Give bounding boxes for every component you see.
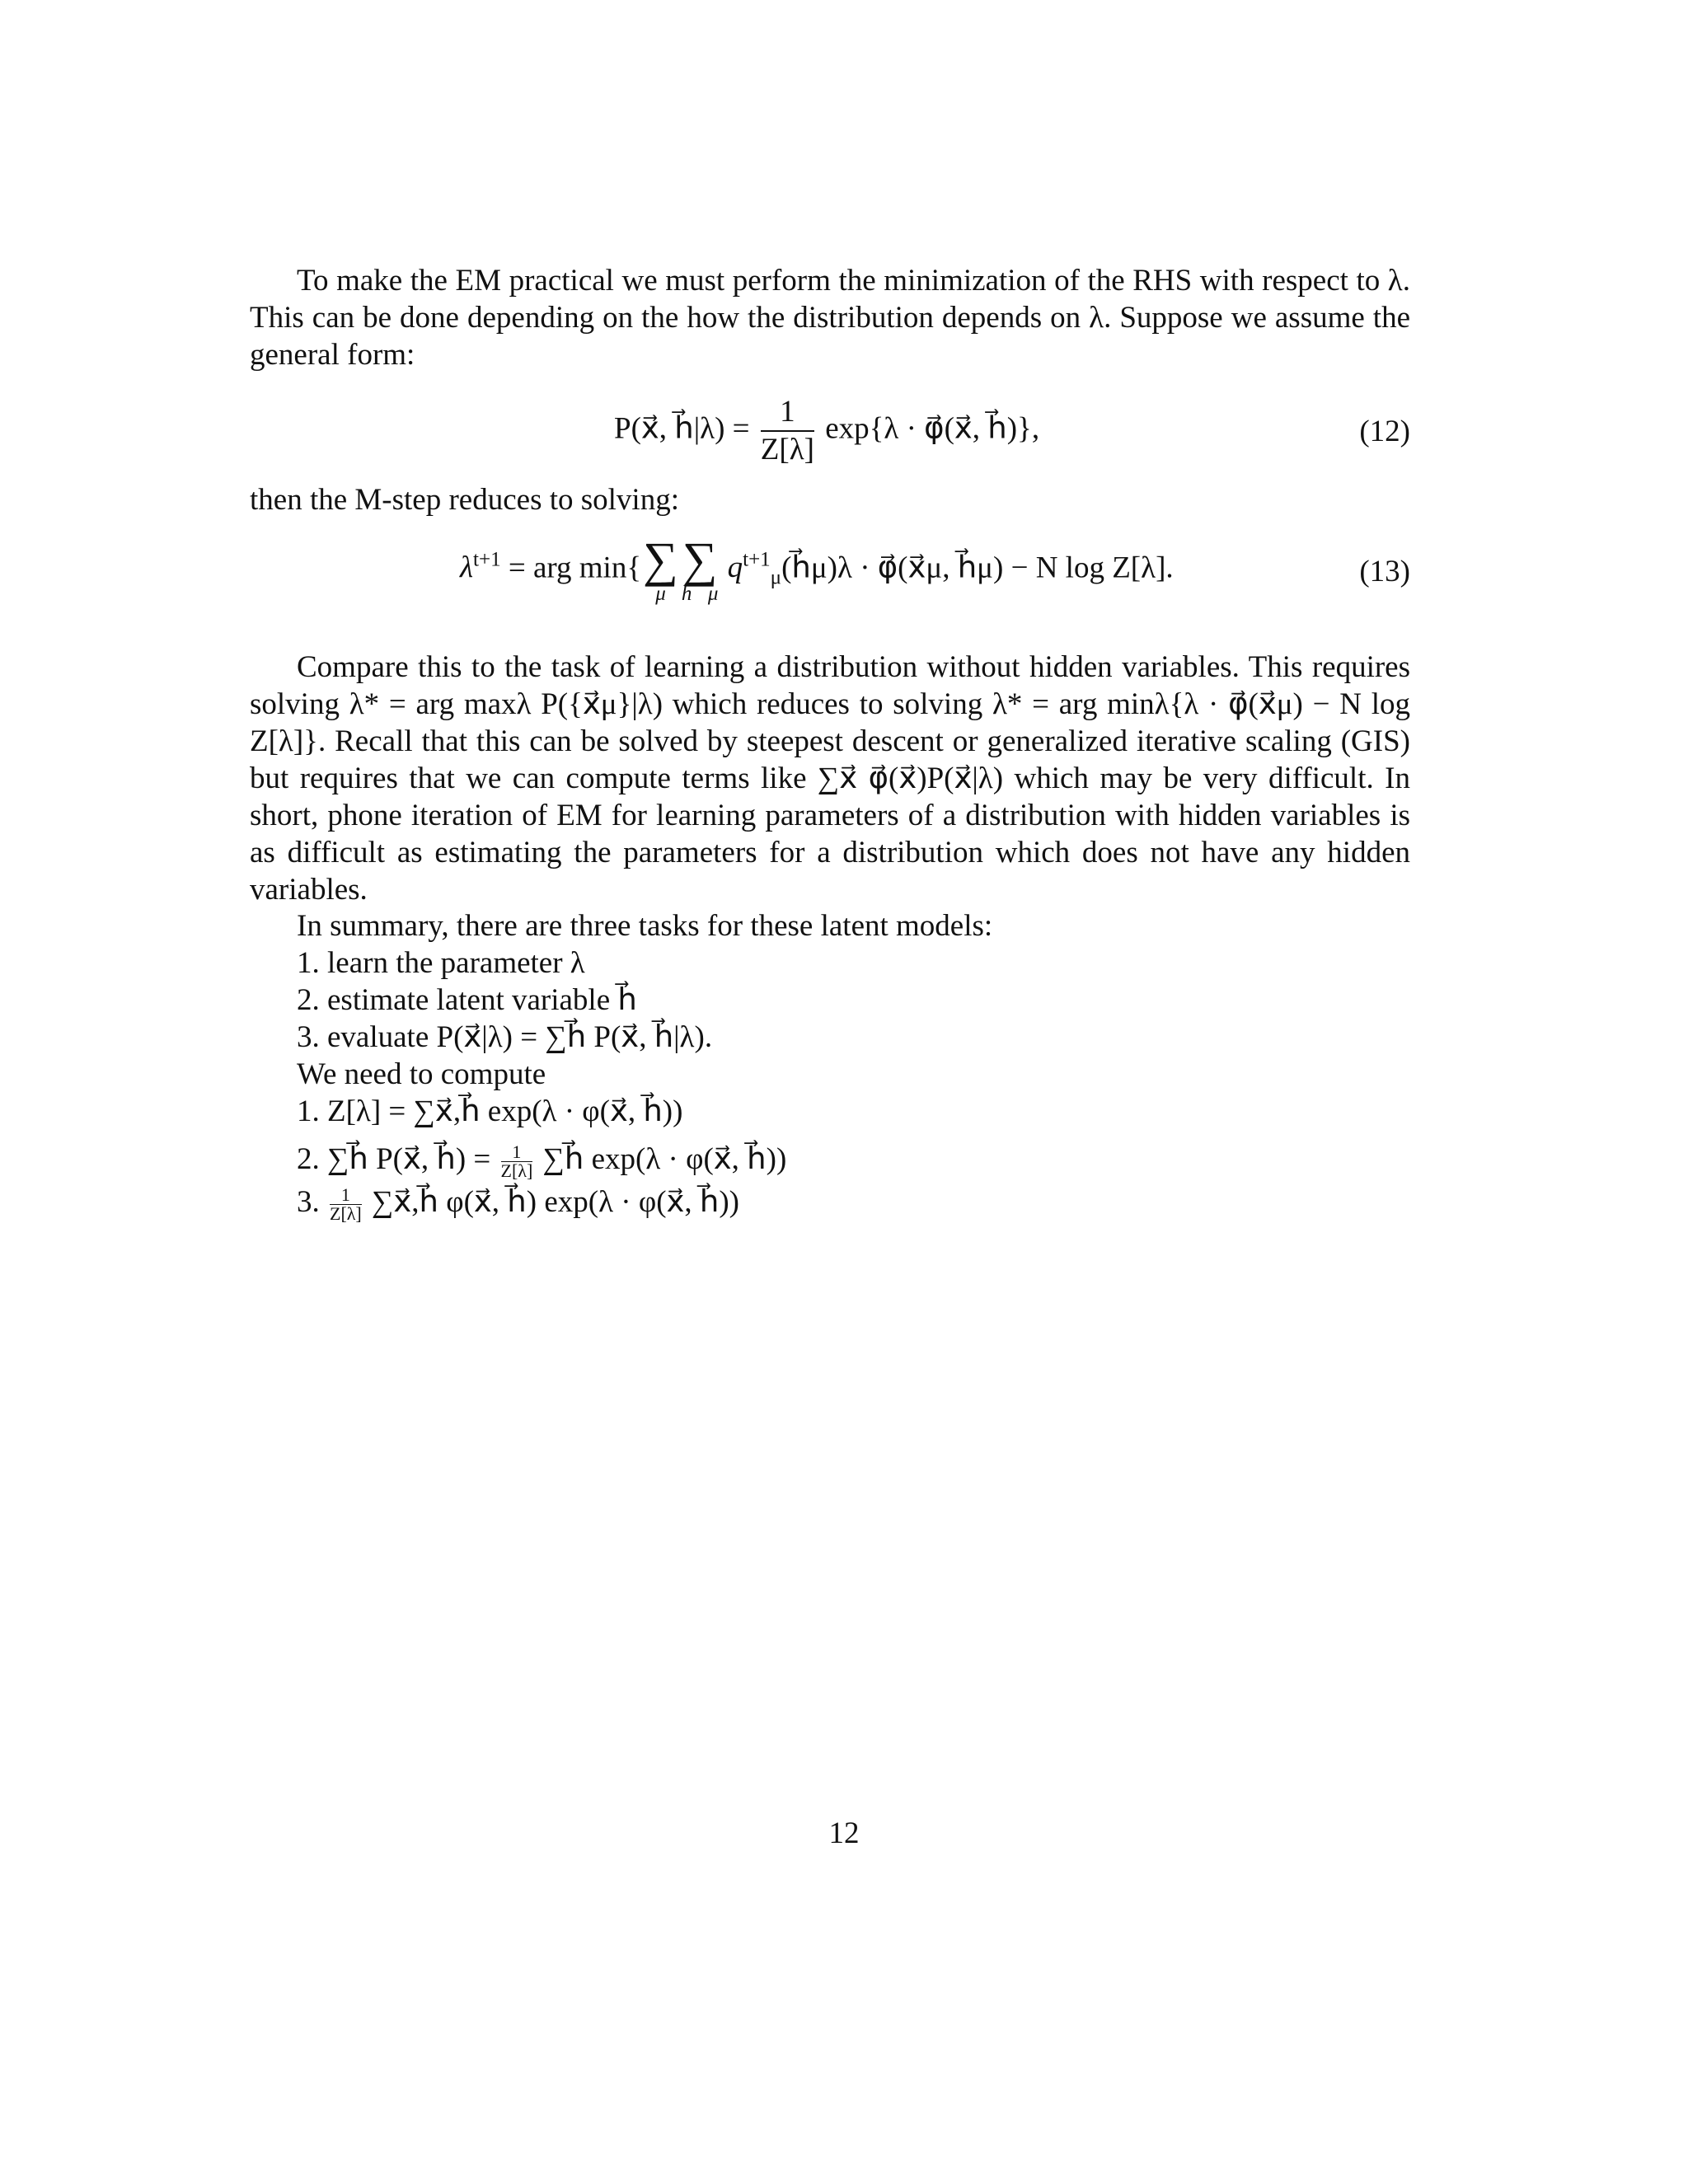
equation-13-number: (13)	[1359, 555, 1410, 588]
sum-h-index: h⃗μ	[681, 583, 719, 605]
fraction-denominator: Z[λ]	[500, 1160, 533, 1182]
equation-12	[614, 394, 1039, 468]
eq12-numerator: 1	[761, 394, 814, 432]
eq13-q-superscript: t+1	[743, 549, 771, 572]
eq12-fraction	[761, 394, 814, 468]
paragraph-compare: Compare this to the task of learning a distribution without hidden variables. This requires solving λ* = arg maxλ P({x⃗μ}|λ) which reduces to solving λ* = arg minλ{λ · φ⃗(x⃗μ) − N log Z[λ]}. Recall that this can be solved by steepest descent or generalized iterative scaling (GIS) but requires that we can compute terms like ∑x⃗ φ⃗(x⃗)P(x⃗|λ) which may be very difficult. In short, phone iteration of EM for learning parameters of a distribution with hidden variables is as difficult as estimating the parameters for a distribution which does not have any hidden variables.	[250, 650, 1410, 907]
compute-item-3-number: 3.	[297, 1185, 320, 1219]
compute-item-1: 1. Z[λ] = ∑x⃗,h⃗ exp(λ · φ(x⃗, h⃗))	[297, 1094, 683, 1128]
then-text: then the M-step reduces to solving:	[250, 483, 679, 517]
eq13-rest: (h⃗μ)λ · φ⃗(x⃗μ, h⃗μ) − N log Z[λ].	[781, 551, 1174, 585]
sum-over-mu	[643, 532, 678, 605]
compute-item-2-lhs: 2. ∑h⃗ P(x⃗, h⃗) =	[297, 1142, 491, 1176]
fraction-numerator: 1	[330, 1186, 362, 1205]
sum-over-h	[681, 532, 719, 605]
sum-symbol-icon: ∑	[682, 532, 718, 587]
eq12-rhs: exp{λ · φ⃗(x⃗, h⃗)},	[825, 411, 1040, 446]
eq13-q: q	[727, 551, 743, 585]
summary-intro: In summary, there are three tasks for these latent models:	[297, 909, 993, 943]
equation-12-number: (12)	[1359, 415, 1410, 448]
paragraph-em-practical: To make the EM practical we must perform the minimization of the RHS with respect to λ. This can be done depending on the how the distribution depends on λ. Suppose we assume the general form:	[250, 264, 1410, 372]
compute-item-2	[297, 1141, 786, 1180]
compute-item-3-body: ∑x⃗,h⃗ φ(x⃗, h⃗) exp(λ · φ(x⃗, h⃗))	[372, 1185, 740, 1219]
equation-13	[460, 532, 1174, 605]
task-item-1: 1. learn the parameter λ	[297, 946, 585, 980]
eq13-lhs	[460, 551, 501, 584]
eq13-q-term	[727, 549, 782, 589]
task-item-3: 3. evaluate P(x⃗|λ) = ∑h⃗ P(x⃗, h⃗|λ).	[297, 1020, 713, 1054]
compute-item-2-fraction	[501, 1143, 533, 1180]
compute-item-3-fraction	[330, 1186, 362, 1223]
compute-intro: We need to compute	[297, 1057, 546, 1091]
eq13-q-subscript: μ	[770, 566, 782, 589]
page-number: 12	[828, 1816, 860, 1850]
eq12-denominator: Z[λ]	[760, 433, 814, 466]
compute-item-3	[297, 1183, 739, 1223]
fraction-numerator: 1	[501, 1143, 533, 1162]
task-item-2: 2. estimate latent variable h⃗	[297, 983, 637, 1017]
compute-item-2-rhs: ∑h⃗ exp(λ · φ(x⃗, h⃗))	[542, 1142, 787, 1176]
eq13-lhs-superscript: t+1	[473, 549, 501, 572]
eq13-argmin: = arg min{	[508, 551, 642, 585]
sum-mu-index: μ	[655, 583, 666, 605]
fraction-denominator: Z[λ]	[330, 1203, 362, 1225]
sum-symbol-icon: ∑	[643, 532, 678, 587]
eq12-lhs: P(x⃗, h⃗|λ) =	[614, 411, 750, 446]
eq13-lambda: λ	[460, 551, 474, 585]
